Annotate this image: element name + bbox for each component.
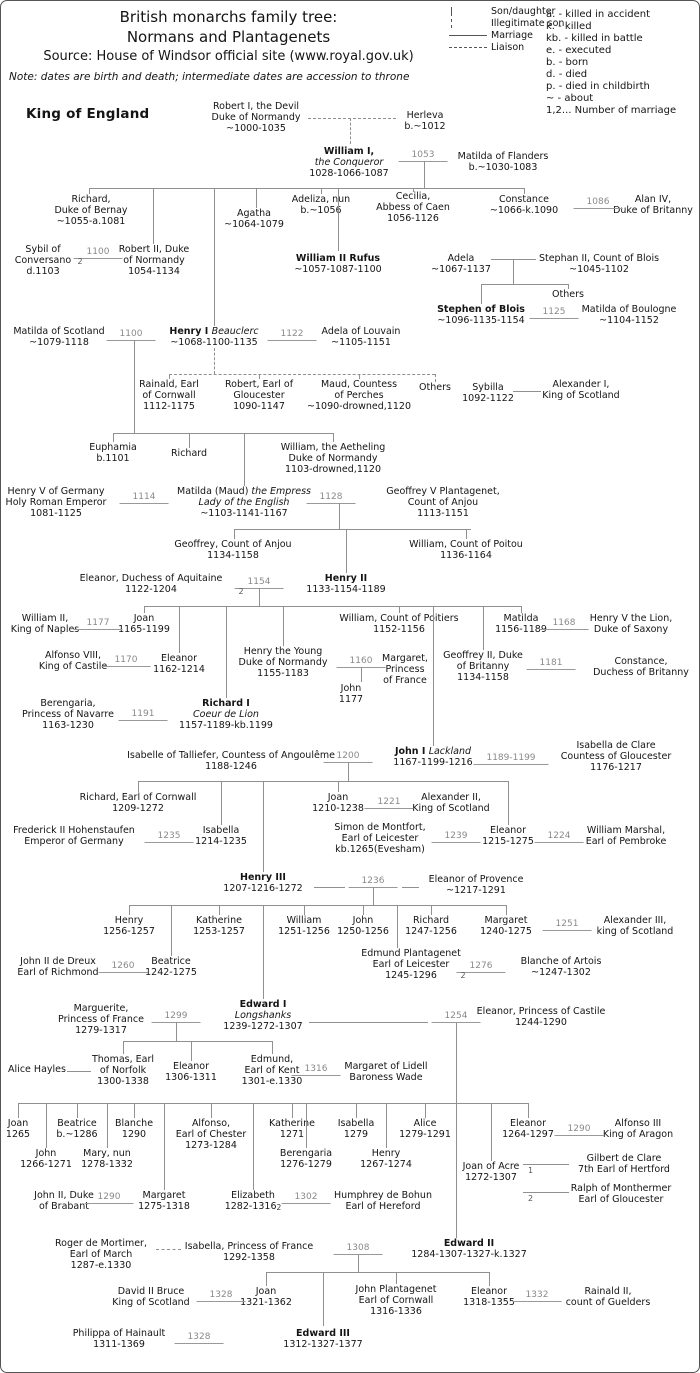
person-richard-earl-cornwall: Richard, Earl of Cornwall 1209-1272 [79, 792, 197, 814]
connector-vertical [521, 606, 522, 613]
person-john-1177: John 1177 [338, 683, 364, 705]
connector-horizontal [123, 1041, 272, 1042]
marriage-year-1114-6: 1114 [120, 492, 169, 504]
marriage-year-1154-8: 1154 2 [235, 577, 284, 589]
marriage-year-1328-32: 1328 [197, 1290, 246, 1302]
person-stephan-ii-blois: Stephan II, Count of Blois ~1045-1102 [538, 253, 660, 275]
connector-vertical [144, 606, 145, 613]
person-isabella-1214: Isabella 1214-1235 [195, 825, 247, 847]
solid-vertical-icon [449, 5, 491, 17]
person-william-ii-naples: William II, King of Naples [10, 613, 80, 635]
connector-vertical [358, 1254, 359, 1272]
person-blanche-1290: Blanche 1290 [114, 1118, 154, 1140]
marriage-year-1260-23: 1260 [99, 961, 148, 973]
marriage-year-1276-24: 1276 2 [457, 961, 506, 973]
person-eleanor-princess-castile: Eleanor, Princess of Castile 1244-1290 [476, 1006, 606, 1028]
person-william-count-poitiers: William, Count of Poitiers 1152-1156 [339, 613, 459, 635]
connector-vertical [528, 1103, 529, 1118]
person-isabella-de-clare: Isabella de Clare Countess of Gloucester 1176-1217 [560, 740, 672, 773]
connector-vertical [338, 188, 339, 251]
person-joan-1165: Joan 1165-1199 [118, 613, 170, 635]
marriage-number: 2 [460, 971, 466, 980]
person-edward-i: Edward I Longshanks 1239-1272-1307 [223, 999, 303, 1032]
connector-vertical [359, 374, 360, 379]
connector-horizontal [129, 905, 506, 906]
connector-vertical [259, 588, 260, 606]
connector-vertical [356, 1103, 357, 1118]
person-robert-ii: Robert II, Duke of Normandy 1054-1134 [118, 244, 190, 277]
person-henry-1267: Henry 1267-1274 [360, 1148, 412, 1170]
connector-horizontal [513, 391, 541, 392]
connector-horizontal [481, 284, 568, 285]
connector-vertical [338, 781, 339, 792]
legend-abbreviations [546, 9, 676, 117]
person-marguerite: Marguerite, Princess of France 1279-1317 [58, 1003, 144, 1036]
person-alfonso-iii: Alfonso III King of Aragon [602, 1118, 674, 1140]
person-robert-gloucester: Robert, Earl of Gloucester 1090-1147 [224, 379, 294, 412]
person-eleanor-of-provence: Eleanor of Provence ~1217-1291 [428, 874, 524, 896]
marriage-year-1224-20: 1224 [535, 831, 584, 843]
connector-vertical [263, 905, 264, 999]
connector-vertical [189, 433, 190, 448]
person-isabelle-talliefer: Isabelle of Talliefer, Countess of Angoulême 1188-1246 [127, 750, 335, 772]
connector-horizontal [402, 887, 419, 888]
connector-vertical [413, 188, 414, 192]
connector-vertical [169, 374, 170, 379]
connector-vertical [18, 1103, 19, 1118]
person-cecilia: Cecilia, Abbess of Caen 1056-1126 [376, 191, 450, 224]
person-others-blois: Others [552, 289, 584, 300]
person-alexander-ii: Alexander II, King of Scotland [412, 792, 490, 814]
person-richard-i: Richard I Coeur de Lion 1157-1189-kb.1199 [179, 698, 273, 731]
legend-abbrev: e. - executed [546, 45, 612, 56]
marriage-year-1100-4: 1100 [107, 329, 156, 341]
connector-vertical [113, 433, 114, 442]
page-title-line1: British monarchs family tree: [119, 8, 338, 26]
connector-vertical [506, 905, 507, 915]
marriage-year-1316-27: 1316 [292, 1064, 341, 1076]
source-line: Source: House of Windsor official site (www.royal.gov.uk) [43, 49, 414, 64]
connector-horizontal [138, 781, 508, 782]
person-simon-de-montfort: Simon de Montfort, Earl of Leicester kb.1265(Evesham) [334, 822, 426, 855]
connector-vertical [348, 762, 349, 781]
person-henry-ii: Henry II 1133-1154-1189 [306, 573, 386, 595]
marriage-year-1170-11: 1170 [102, 655, 151, 667]
person-geoffrey-ii-britanny: Geoffrey II, Duke of Britanny 1134-1158 [443, 650, 523, 683]
legend-abbrev: a. - killed in accident [546, 9, 651, 20]
person-edward-iii: Edward III 1312-1327-1377 [283, 1328, 363, 1350]
connector-vertical [456, 1103, 457, 1238]
connector-vertical [433, 606, 434, 746]
person-henry-v-germany: Henry V of Germany Holy Roman Emperor 1081-1125 [5, 486, 107, 519]
person-euphamia: Euphamia b.1101 [89, 442, 137, 464]
connector-horizontal [309, 1022, 428, 1023]
connector-vertical [138, 781, 139, 792]
person-henry-the-young: Henry the Young Duke of Normandy 1155-1183 [238, 646, 328, 679]
connector-vertical [211, 1103, 212, 1118]
person-rainald-cornwall: Rainald, Earl of Cornwall 1112-1175 [139, 379, 199, 412]
marriage-year-1299-25: 1299 [152, 1011, 201, 1023]
connector-horizontal [113, 433, 333, 434]
connector-horizontal [523, 1192, 569, 1193]
connector-vertical [524, 188, 525, 194]
connector-horizontal [523, 1164, 569, 1165]
connector-vertical [283, 606, 284, 646]
connector-vertical [346, 529, 347, 573]
connector-vertical [244, 433, 245, 486]
person-margaret-of-lidell: Margaret of Lidell Baroness Wade [344, 1061, 428, 1083]
connector-vertical [568, 284, 569, 289]
person-margaret-1275: Margaret 1275-1318 [138, 1190, 190, 1212]
person-william-marshal: William Marshal, Earl of Pembroke [585, 825, 667, 847]
connector-vertical [396, 1272, 397, 1284]
person-eleanor-1306: Eleanor 1306-1311 [165, 1061, 217, 1083]
person-margaret-1240: Margaret 1240-1275 [480, 915, 532, 937]
marriage-year-1290-28: 1290 [555, 1124, 604, 1136]
person-john-plantagenet-cornwall: John Plantagenet Earl of Cornwall 1316-1336 [355, 1284, 437, 1317]
person-alan-iv: Alan IV, Duke of Britanny [613, 194, 693, 216]
connector-vertical [134, 340, 135, 433]
person-richard-son-henry-i: Richard [170, 448, 208, 459]
person-margaret-princess-france: Margaret, Princess of France [382, 653, 428, 686]
connector-vertical [214, 188, 215, 326]
connector-horizontal [67, 1071, 91, 1072]
connector-vertical [234, 529, 235, 539]
person-adeliza: Adeliza, nun b.~1056 [291, 194, 351, 216]
connector-vertical [89, 188, 90, 194]
connector-vertical [481, 284, 482, 304]
connector-horizontal [314, 887, 345, 888]
person-adela: Adela ~1067-1137 [431, 253, 491, 275]
person-joan-1265: Joan 1265 [5, 1118, 31, 1140]
connector-vertical [323, 1272, 324, 1326]
marriage-year-1181-13: 1181 [527, 658, 576, 670]
person-matilda-of-flanders: Matilda of Flanders b.~1030-1083 [457, 151, 549, 173]
person-mary-nun: Mary, nun 1278-1332 [81, 1148, 133, 1170]
legend-abbrev: ~ - about [546, 93, 594, 104]
dashed-horizontal-icon [449, 41, 491, 53]
connector-vertical [363, 905, 364, 915]
person-geoffrey-count-anjou: Geoffrey, Count of Anjou 1134-1158 [174, 539, 292, 561]
person-herleva: Herleva b.~1012 [404, 110, 446, 132]
marriage-year-1189-1199-16: 1189-1199 [473, 753, 548, 765]
marriage-year-1160-12: 1160 [337, 656, 386, 668]
marriage-year-1302-30: 1302 [282, 1192, 331, 1204]
person-henry-v-lion: Henry V the Lion, Duke of Saxony [589, 613, 673, 635]
person-constance: Constance ~1066-k.1090 [489, 194, 559, 216]
marriage-number: 2 [528, 1194, 534, 1203]
person-sybil-of-conversano: Sybil of Conversano d.1103 [14, 244, 72, 277]
person-others-henry-i: Others [419, 382, 451, 393]
person-eleanor-1215: Eleanor 1215-1275 [482, 825, 534, 847]
connector-vertical [221, 781, 222, 825]
person-thomas-norfolk: Thomas, Earl of Norfolk 1300-1338 [91, 1054, 155, 1087]
connector-horizontal [18, 1103, 529, 1104]
person-matilda-empress: Matilda (Maud) the Empress Lady of the English ~1103-1141-1167 [177, 486, 311, 519]
connector-vertical [339, 503, 340, 529]
person-henry-1256: Henry 1256-1257 [103, 915, 155, 937]
person-eleanor-1162: Eleanor 1162-1214 [153, 653, 205, 675]
marriage-year-1239-19: 1239 [432, 831, 481, 843]
connector-vertical [431, 905, 432, 915]
person-katherine-1271: Katherine 1271 [269, 1118, 315, 1140]
marriage-year-1053-0: 1053 [399, 150, 448, 162]
marriage-year-1177-9: 1177 [74, 618, 123, 630]
marriage-year-1168-10: 1168 [540, 618, 589, 630]
person-john-ii-brabant: John II, Duke of Brabant [34, 1190, 94, 1212]
connector-vertical [263, 781, 264, 872]
person-geoffrey-v-plantagenet: Geoffrey V Plantagenet, Count of Anjou 1113-1151 [386, 486, 500, 519]
connector-vertical [399, 606, 400, 613]
connector-vertical [176, 1022, 177, 1041]
person-alice-hayles: Alice Hayles [8, 1064, 66, 1075]
person-edmund-plantagenet: Edmund Plantagenet Earl of Leicester 1245-1296 [361, 948, 461, 981]
person-john-i: John I Lackland 1167-1199-1216 [393, 746, 473, 768]
person-john-ii-de-dreux: John II de Dreux Earl of Richmond [17, 956, 99, 978]
person-adela-of-louvain: Adela of Louvain ~1105-1151 [321, 326, 401, 348]
legend-abbrev: 1,2... Number of marriage [546, 105, 677, 116]
marriage-year-1332-33: 1332 [513, 1290, 562, 1302]
person-alfonso-chester: Alfonso, Earl of Chester 1273-1284 [175, 1118, 247, 1151]
connector-vertical [77, 1103, 78, 1118]
person-isabella-1279: Isabella 1279 [337, 1118, 375, 1140]
person-blanche-of-artois: Blanche of Artois ~1247-1302 [520, 956, 602, 978]
connector-vertical [304, 905, 305, 915]
connector-vertical [123, 1041, 124, 1054]
legend-abbrev: k. - killed [546, 21, 592, 32]
marriage-year-1308-31: 1308 [334, 1243, 383, 1255]
person-john-1266: John 1266-1271 [20, 1148, 72, 1170]
connector-vertical [489, 1272, 490, 1286]
person-frederick-ii: Frederick II Hohenstaufen Emperor of Germany [13, 825, 135, 847]
person-william-i: William I, the Conqueror 1028-1066-1087 [309, 146, 389, 179]
connector-vertical [425, 1103, 426, 1118]
person-edmund-kent: Edmund, Earl of Kent 1301-e.1330 [241, 1054, 303, 1087]
connector-vertical [46, 1103, 47, 1148]
person-eleanor-1264: Eleanor 1264-1297 [502, 1118, 554, 1140]
marriage-year-1251-22: 1251 [543, 919, 592, 931]
connector-horizontal [308, 118, 396, 119]
connector-vertical [219, 905, 220, 915]
marriage-number: 2 [238, 587, 244, 596]
connector-vertical [292, 1103, 293, 1118]
person-richard-duke-of-bernay: Richard, Duke of Bernay ~1055-a.1081 [54, 194, 128, 227]
person-robert-i: Robert I, the Devil Duke of Normandy ~1000-1035 [211, 101, 301, 134]
person-alexander-iii: Alexander III, king of Scotland [596, 915, 674, 937]
connector-horizontal [234, 529, 471, 530]
marriage-year-1290-29: 1290 [85, 1192, 134, 1204]
person-matilda-of-boulogne: Matilda of Boulogne ~1104-1152 [581, 304, 677, 326]
marriage-number: 2 [77, 257, 83, 266]
person-william-1251: William 1251-1256 [278, 915, 330, 937]
connector-vertical [129, 905, 130, 915]
connector-vertical [214, 348, 215, 374]
dashed-vertical-icon [449, 17, 491, 29]
page-title-line2: Normans and Plantagenets [126, 28, 331, 46]
connector-vertical [107, 1103, 108, 1148]
person-henry-iii: Henry III 1207-1216-1272 [223, 872, 303, 894]
connector-vertical [397, 905, 398, 948]
note-text: Note: dates are birth and death; intermediate dates are accession to throne [9, 71, 410, 83]
connector-horizontal [89, 188, 525, 189]
connector-vertical [266, 1272, 267, 1286]
person-berengaria-navarre: Berengaria, Princess of Navarre 1163-1230 [22, 698, 114, 731]
connector-vertical [424, 161, 425, 188]
connector-vertical [435, 374, 436, 382]
person-matilda-of-scotland: Matilda of Scotland ~1079-1118 [13, 326, 105, 348]
person-matilda-1156: Matilda 1156-1189 [495, 613, 547, 635]
person-edward-ii: Edward II 1284-1307-1327-k.1327 [411, 1238, 527, 1260]
connector-vertical [466, 529, 467, 539]
legend-label: Marriage [491, 29, 533, 41]
person-berengaria-1276: Berengaria 1276-1279 [279, 1148, 333, 1170]
marriage-year-1191-14: 1191 [119, 709, 168, 721]
person-beatrice-1242: Beatrice 1242-1275 [145, 956, 197, 978]
person-agatha: Agatha ~1064-1079 [224, 208, 284, 230]
legend-abbrev: d. - died [546, 69, 588, 80]
person-king-of-england: King of England [26, 106, 150, 122]
legend-label: Liaison [491, 41, 525, 53]
legend-abbrev: b. - born [546, 57, 589, 68]
person-henry-i: Henry I Beauclerc ~1068-1100-1135 [169, 326, 259, 348]
person-gilbert-de-clare: Gilbert de Clare 7th Earl of Hertford [578, 1153, 670, 1175]
person-rainald-ii: Rainald II, count of Guelders [565, 1286, 651, 1308]
marriage-year-1254-26: 1254 [432, 1011, 481, 1023]
connector-vertical [171, 905, 172, 956]
connector-vertical [483, 606, 484, 650]
connector-horizontal [266, 1272, 489, 1273]
marriage-year-1100-2: 1100 2 [74, 247, 123, 259]
person-eleanor-1318: Eleanor 1318-1355 [463, 1286, 515, 1308]
marriage-year-1128-7: 1128 [307, 492, 356, 504]
connector-vertical [373, 887, 374, 905]
legend-abbrev: p. - died in childbirth [546, 81, 650, 92]
person-sybilla: Sybilla 1092-1122 [462, 382, 514, 404]
person-humphrey-de-bohun: Humphrey de Bohun Earl of Hereford [334, 1190, 432, 1212]
title-block [1, 7, 456, 66]
person-roger-de-mortimer: Roger de Mortimer, Earl of March 1287-e.1330 [55, 1238, 147, 1271]
person-william-count-poitou: William, Count of Poitou 1136-1164 [409, 539, 523, 561]
connector-vertical [456, 1022, 457, 1103]
connector-vertical [350, 118, 351, 144]
legend-label: Illegitimate son [491, 17, 565, 29]
person-beatrice-1286: Beatrice b.~1286 [56, 1118, 98, 1140]
connector-horizontal [169, 374, 435, 375]
connector-vertical [361, 667, 362, 682]
marriage-year-1221-17: 1221 [365, 797, 414, 809]
person-richard-1247: Richard 1247-1256 [405, 915, 457, 937]
marriage-year-1125-3: 1125 [530, 307, 579, 319]
marriage-year-1328-34: 1328 [175, 1332, 224, 1344]
connector-horizontal [156, 1249, 181, 1250]
connector-vertical [153, 188, 154, 244]
marriage-number: 1 [528, 1166, 534, 1175]
connector-vertical [253, 1103, 254, 1190]
connector-horizontal [144, 606, 521, 607]
person-katherine-1253: Katherine 1253-1257 [193, 915, 245, 937]
person-william-aetheling: William, the Aetheling Duke of Normandy 1103-drowned,1120 [280, 442, 386, 475]
legend-label: Son/daughter [491, 5, 556, 17]
person-isabella-princess-france: Isabella, Princess of France 1292-1358 [184, 1241, 314, 1263]
connector-vertical [333, 433, 334, 442]
connector-vertical [259, 374, 260, 379]
person-william-ii-rufus: William II Rufus ~1057-1087-1100 [294, 253, 382, 275]
person-stephen-of-blois: Stephen of Blois ~1096-1135-1154 [437, 304, 525, 326]
marriage-year-1122-5: 1122 [268, 329, 317, 341]
person-elizabeth-1282: Elizabeth 1282-13162 [224, 1190, 282, 1212]
person-john-1250: John 1250-1256 [337, 915, 389, 937]
connector-vertical [491, 1103, 492, 1161]
person-joan-1210: Joan 1210-1238 [312, 792, 364, 814]
marriage-year-1086-1: 1086 [574, 197, 623, 209]
person-eleanor-aquitaine: Eleanor, Duchess of Aquitaine 1122-1204 [79, 573, 223, 595]
person-ralph-of-monthermer: Ralph of Monthermer Earl of Gloucester [570, 1183, 672, 1205]
connector-vertical [226, 606, 227, 698]
person-alfonso-viii: Alfonso VIII, King of Castile [38, 650, 108, 672]
connector-vertical [256, 188, 257, 208]
connector-vertical [321, 188, 322, 194]
marriage-year-1235-18: 1235 [145, 831, 194, 843]
connector-vertical [508, 781, 509, 825]
connector-vertical [513, 259, 514, 284]
marriage-year-1236-21: 1236 [349, 876, 398, 888]
connector-vertical [164, 1103, 165, 1190]
connector-vertical [272, 1041, 273, 1054]
connector-vertical [134, 1103, 135, 1118]
person-joan-1321: Joan 1321-1362 [240, 1286, 292, 1308]
person-joan-of-acre: Joan of Acre 1272-1307 [462, 1161, 520, 1183]
person-david-ii-bruce: David II Bruce King of Scotland [112, 1286, 190, 1308]
solid-horizontal-icon [449, 29, 491, 41]
person-alice-1279: Alice 1279-1291 [399, 1118, 451, 1140]
person-philippa-of-hainault: Philippa of Hainault 1311-1369 [72, 1328, 166, 1350]
person-maud-perches: Maud, Countess of Perches ~1090-drowned,1120 [307, 379, 411, 412]
legend-abbrev: kb. - killed in battle [546, 33, 643, 44]
connector-vertical [179, 606, 180, 653]
marriage-year-1200-15: 1200 [324, 751, 373, 763]
connector-vertical [306, 1103, 307, 1148]
connector-vertical [386, 1103, 387, 1148]
connector-vertical [191, 1041, 192, 1061]
person-constance-britanny: Constance, Duchess of Britanny [593, 656, 689, 678]
person-alexander-i: Alexander I, King of Scotland [542, 379, 620, 401]
